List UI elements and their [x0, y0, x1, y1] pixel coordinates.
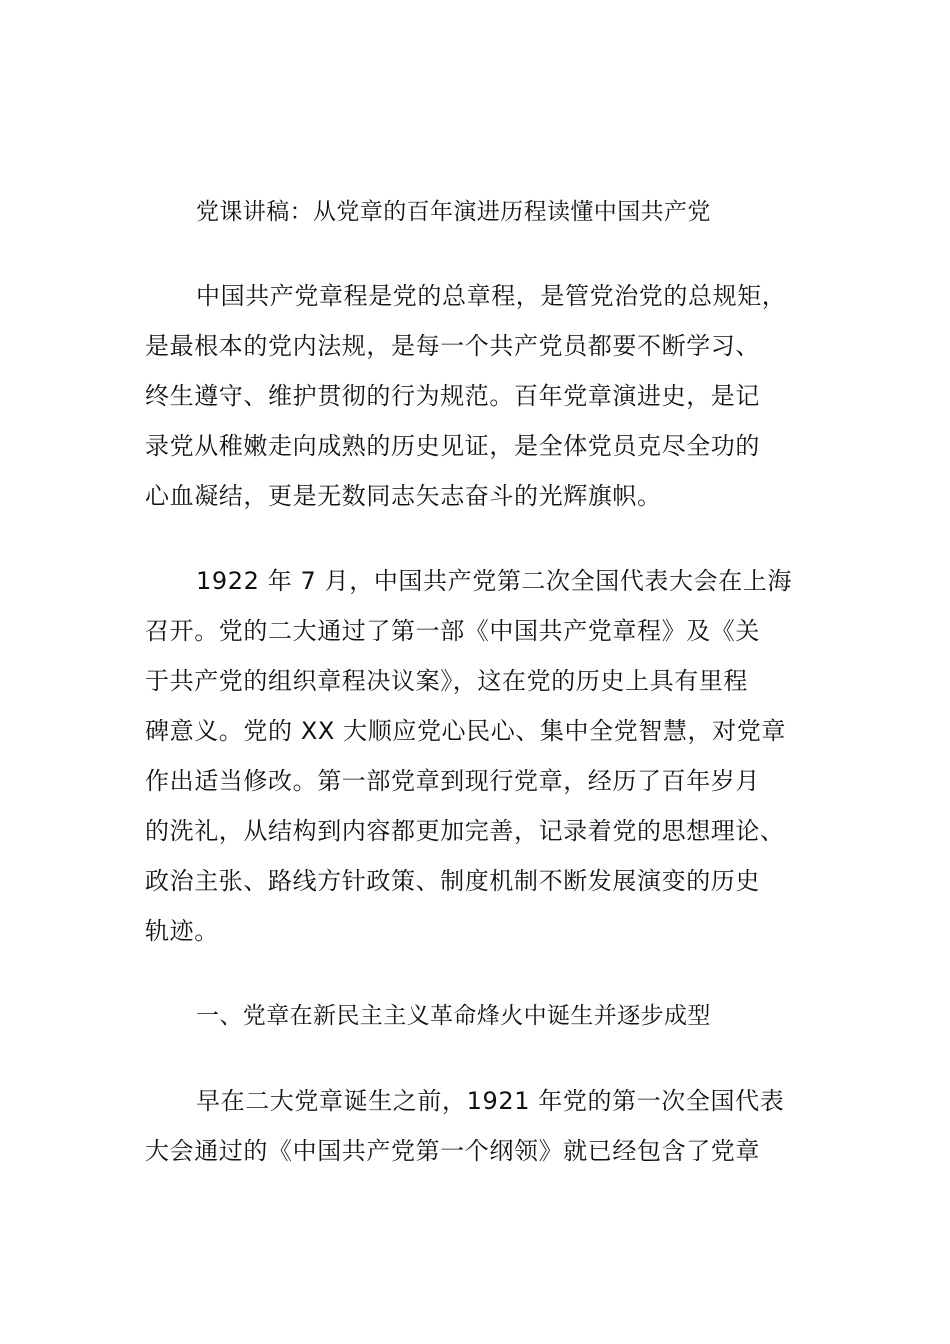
paragraph-line: 政治主张、路线方针政策、制度机制不断发展演变的历史: [145, 867, 760, 895]
paragraph-line: 轨迹。: [145, 917, 219, 945]
paragraph-line: 录党从稚嫩走向成熟的历史见证，是全体党员克尽全功的: [145, 432, 760, 460]
paragraph-line: 早在二大党章诞生之前，1921 年党的第一次全国代表: [196, 1087, 785, 1115]
paragraph-line: 终生遵守、维护贯彻的行为规范。百年党章演进史，是记: [145, 382, 760, 410]
paragraph-line: 大会通过的《中国共产党第一个纲领》就已经包含了党章: [145, 1137, 760, 1165]
paragraph-line: 于共产党的组织章程决议案》，这在党的历史上具有里程: [145, 667, 748, 695]
paragraph-line: 作出适当修改。第一部党章到现行党章，经历了百年岁月: [145, 767, 760, 795]
paragraph-line: 是最根本的党内法规，是每一个共产党员都要不断学习、: [145, 332, 760, 360]
paragraph-line: 心血凝结，更是无数同志矢志奋斗的光辉旗帜。: [145, 482, 662, 510]
paragraph-line: 中国共产党章程是党的总章程，是管党治党的总规矩，: [196, 282, 787, 310]
document-title: 党课讲稿：从党章的百年演进历程读懂中国共产党: [196, 199, 711, 225]
paragraph-line: 召开。党的二大通过了第一部《中国共产党章程》及《关: [145, 617, 760, 645]
paragraph-line: 碑意义。党的 XX 大顺应党心民心、集中全党智慧，对党章: [145, 717, 786, 745]
paragraph-line: 的洗礼，从结构到内容都更加完善，记录着党的思想理论、: [145, 817, 785, 845]
paragraph-line: 1922 年 7 月，中国共产党第二次全国代表大会在上海: [196, 567, 793, 595]
section-heading: 一、党章在新民主主义革命烽火中诞生并逐步成型: [196, 1003, 711, 1029]
